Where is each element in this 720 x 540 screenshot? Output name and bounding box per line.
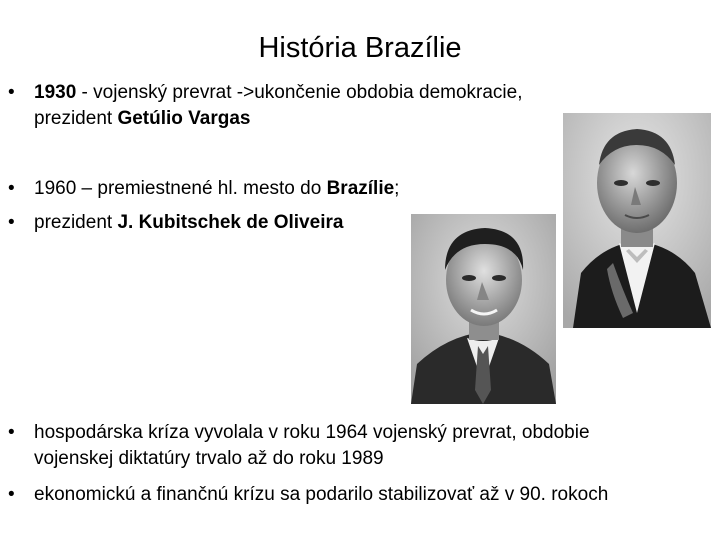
portrait-vargas-image [563,113,711,328]
bullet-text: prezident [34,212,118,233]
bullet-text-line: ekonomickú a finančnú krízu sa podarilo stabilizovať až v 90. rokoch [34,484,609,505]
bullet-text-line: vojenskej diktatúry trvalo až do roku 1989 [34,448,384,469]
bullet-text: 1960 – premiestnené hl. mesto do [34,178,327,199]
bullet-marker: • [8,212,15,233]
bullet-1960 [8,176,548,202]
bullet-marker: • [8,178,15,199]
bullet-marker: • [8,484,15,505]
bullet-bold: 1930 [34,82,77,103]
bullet-text-line [34,210,343,236]
bullet-kubitschek [8,210,408,236]
bullet-1930 [8,80,628,132]
bullet-text: prezident [34,108,118,129]
bullet-text-line [34,106,251,132]
bullet-text-line: hospodárska kríza vyvolala v roku 1964 vojenský prevrat, obdobie [34,422,590,443]
slide-title: História Brazílie [258,32,462,64]
portrait-kubitschek-image [411,214,556,404]
bullet-crisis-1964 [8,420,708,472]
bullet-bold: Brazílie [326,178,395,199]
bullet-marker: • [8,422,15,443]
bullet-text: - vojenský prevrat ->ukončenie obdobia demokracie, [76,82,523,103]
bullet-text-line [34,80,523,106]
bullet-stabilization [8,482,713,508]
bullet-text-line [34,176,399,202]
bullet-text: ; [394,178,400,199]
bullet-marker: • [8,82,15,103]
bullet-bold: Getúlio Vargas [117,108,251,129]
bullet-bold: J. Kubitschek de Oliveira [117,212,344,233]
